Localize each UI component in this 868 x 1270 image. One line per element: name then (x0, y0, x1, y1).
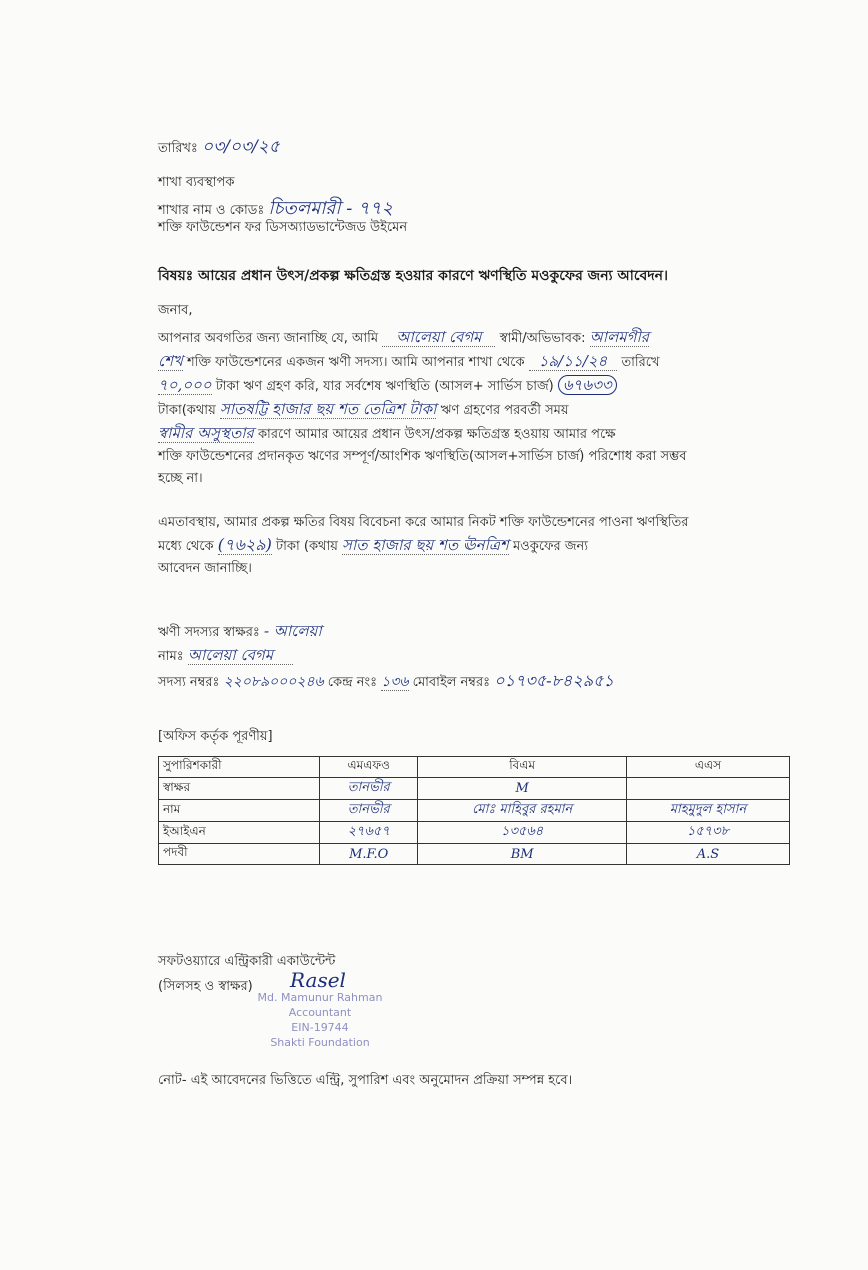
p1-line-3 (158, 374, 793, 398)
manager-line: শাখা ব্যবস্থাপক (158, 175, 235, 190)
p2-line-1: এমতাবস্থায়, আমার প্রকল্প ক্ষতির বিষয় বিবেচনা করে আমার নিকট শক্তি ফাউন্ডেশনের পাওনা ঋণস্থিতির (158, 515, 689, 530)
member-name-row (158, 644, 293, 669)
p2-text-b: মধ্যে থেকে (158, 539, 214, 554)
loan-date: ১৯/১১/২৪ (529, 352, 618, 371)
p1-line-2 (158, 350, 793, 374)
date-label: তারিখঃ (158, 141, 198, 156)
bm-designation: BM (418, 844, 626, 865)
mobile-label: মোবাইল নম্বরঃ (412, 675, 491, 690)
seal-line: Shakti Foundation (270, 1036, 370, 1049)
table-header: বিএম (418, 757, 626, 778)
mfo-signature: তানভীর (320, 778, 418, 800)
member-signature: - আলেয়া (263, 622, 322, 640)
table-row (159, 778, 790, 800)
p1-text-d: তারিখে (621, 355, 660, 370)
p1-line-6: শক্তি ফাউন্ডেশনের প্রদানকৃত ঋণের সম্পূর্ণ/আংশিক ঋণস্থিতি(আসল+সার্ভিস চার্জ) পরিশোধ করা সম্ভব (158, 449, 687, 464)
guardian-name: আলমগীর (589, 328, 649, 346)
member-signature-row (158, 620, 322, 645)
p1-line-4 (158, 398, 793, 422)
p1-line-5 (158, 422, 793, 446)
office-label: [অফিস কর্তৃক পূরণীয়] (158, 729, 273, 744)
p1-line-1 (158, 326, 793, 350)
reason: স্বামীর অসুস্থতার (158, 424, 254, 442)
salutation: জনাব, (158, 303, 193, 318)
bm-ein: ১৩৫৬৪ (418, 822, 626, 844)
table-header: এমএফও (320, 757, 418, 778)
date-row (158, 134, 280, 162)
table-header: এএস (626, 757, 789, 778)
waiver-amount: (৭৬২৯) (217, 535, 272, 554)
row-label: নাম (159, 800, 320, 822)
p1-text-a: আপনার অবগতির জন্য জানাচ্ছি যে, আমি (158, 331, 379, 346)
p2-line-3: আবেদন জানাচ্ছি। (158, 561, 252, 576)
table-row (159, 800, 790, 822)
as-designation: A.S (626, 844, 789, 865)
waiver-in-words: সাত হাজার ছয় শত ঊনত্রিশ (342, 536, 509, 554)
mfo-ein: ২৭৬৫৭ (320, 822, 418, 844)
row-label: ইআইএন (159, 822, 320, 844)
as-name: মাহমুদুল হাসান (626, 800, 789, 822)
p2-text-c: টাকা (কথায় (276, 539, 338, 554)
member-id-label: সদস্য নম্বরঃ (158, 675, 220, 690)
loan-balance: ৬৭৬৩৩ (558, 375, 617, 395)
table-row (159, 844, 790, 865)
p1-line-7: হচ্ছে না। (158, 471, 203, 486)
as-signature (626, 778, 789, 800)
paragraph-2 (158, 512, 793, 580)
branch-label: শাখার নাম ও কোডঃ (158, 203, 265, 218)
table-header: সুপারিশকারী (159, 757, 320, 778)
mfo-name: তানভীর (320, 800, 418, 822)
row-label: পদবী (159, 844, 320, 865)
branch-value: চিতলমারী - ৭৭২ (268, 198, 394, 219)
member-id-row (158, 668, 614, 695)
member-signature-label: ঋণী সদস্যর স্বাক্ষরঃ (158, 625, 260, 640)
p2-text-d: মওকুফের জন্য (512, 539, 589, 554)
row-label: স্বাক্ষর (159, 778, 320, 800)
balance-in-words: সাতষট্টি হাজার ছয় শত তেত্রিশ টাকা (219, 400, 437, 418)
center-label: কেন্দ্র নংঃ (327, 675, 378, 690)
mfo-designation: M.F.O (320, 844, 418, 865)
member-name: আলেয়া বেগম (188, 646, 293, 665)
seal-line: EIN-19744 (291, 1021, 349, 1034)
paragraph-1 (158, 326, 793, 490)
p1-text-h: কারণে আমার আয়ের প্রধান উৎস/প্রকল্প ক্ষতিগ্রস্ত হওয়ায় আমার পক্ষে (257, 427, 616, 442)
accountant-title: সফটওয়্যারে এন্ট্রিকারী একাউন্টেন্ট (158, 954, 336, 969)
accountant-seal-label: (সিলসহ ও স্বাক্ষর) (158, 979, 253, 994)
accountant-seal (250, 990, 390, 1050)
as-ein: ১৫৭৩৮ (626, 822, 789, 844)
table-row (159, 822, 790, 844)
p1-text-b: স্বামী/অভিভাবক: (499, 331, 586, 346)
applicant-name: আলেয়া বেগম (382, 328, 495, 347)
loan-amount: ৭০,০০০ (158, 376, 212, 394)
p1-text-f: টাকা(কথায় (158, 403, 216, 418)
org-line: শক্তি ফাউন্ডেশন ফর ডিসঅ্যাডভান্টেজড উইমেন (158, 220, 408, 235)
mobile-number: ০১৭৩৫-৮৪২৯৫১ (494, 671, 614, 690)
p1-text-e: টাকা ঋণ গ্রহণ করি, যার সর্বশেষ ঋণস্থিতি (আসল+ সার্ভিস চার্জ) (215, 379, 554, 394)
table-header-row (159, 757, 790, 778)
bm-name: মোঃ মাহিবুর রহমান (418, 800, 626, 822)
p1-text-c: শক্তি ফাউন্ডেশনের একজন ঋণী সদস্য। আমি আপনার শাখা থেকে (186, 355, 525, 370)
recommendation-table (158, 756, 790, 865)
date-value: ০৩/০৩/২৫ (202, 137, 280, 157)
p1-text-g: ঋণ গ্রহণের পরবর্তী সময় (440, 403, 569, 418)
footer-note: নোট- এই আবেদনের ভিত্তিতে এন্ট্রি, সুপারিশ এবং অনুমোদন প্রক্রিয়া সম্পন্ন হবে। (158, 1073, 573, 1088)
bm-signature: M (418, 778, 626, 800)
seal-line: Accountant (288, 1006, 352, 1019)
guardian-name-2: শেখ (158, 352, 183, 370)
center-number: ১৩৬ (381, 674, 409, 690)
accountant-signature: Rasel (290, 968, 346, 992)
subject-line: বিষয়ঃ আয়ের প্রধান উৎস/প্রকল্প ক্ষতিগ্রস্ত হওয়ার কারণে ঋণস্থিতি মওকুফের জন্য আবেদন। (158, 268, 668, 284)
member-id: ২২০৮৯০০০২৪৬ (223, 674, 324, 690)
seal-line: Md. Mamunur Rahman (257, 991, 383, 1004)
member-name-label: নামঃ (158, 649, 184, 664)
p2-line-2 (158, 534, 793, 558)
